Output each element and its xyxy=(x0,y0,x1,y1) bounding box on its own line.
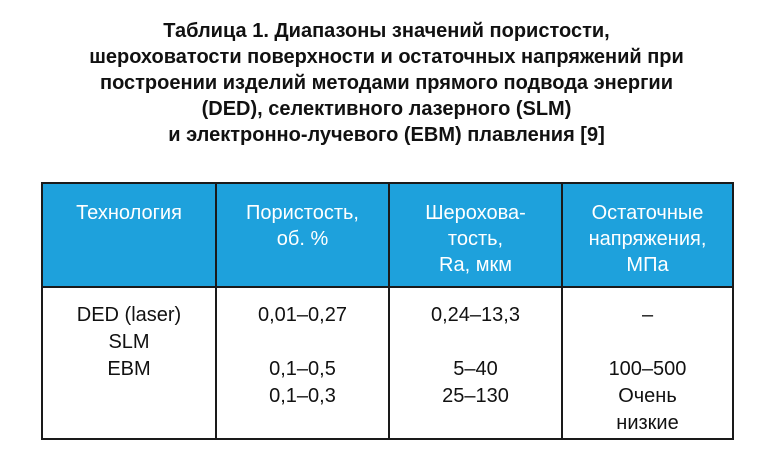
body-cell-residual-stress xyxy=(561,288,732,438)
cell-text: низкие xyxy=(616,412,679,434)
cell-text: – xyxy=(641,304,654,326)
cell-text: SLM xyxy=(108,331,150,353)
body-cell-porosity xyxy=(215,288,388,438)
header-text: Шерохова- xyxy=(425,202,526,224)
cell-text: EBM xyxy=(107,358,151,380)
cell-text: 0,24–13,3 xyxy=(431,304,520,326)
header-cell-residual-stress xyxy=(561,184,732,286)
cell-text: Очень xyxy=(618,385,677,407)
header-cell-technology xyxy=(43,184,215,286)
cell-text: 0,1–0,3 xyxy=(269,385,336,407)
cell-text: 25–130 xyxy=(442,385,509,407)
header-text: Пористость, xyxy=(246,202,359,224)
cell-spacer xyxy=(563,329,732,356)
body-cell-technology xyxy=(43,288,215,438)
header-text: напряжения, xyxy=(588,228,707,250)
cell-text: DED (laser) xyxy=(76,304,182,326)
cell-text: 100–500 xyxy=(608,358,687,380)
table-header-row xyxy=(43,184,732,288)
caption-line: построении изделий методами прямого подвода энергии xyxy=(99,72,673,94)
header-cell-roughness xyxy=(388,184,561,286)
header-text: об. % xyxy=(276,228,329,250)
cell-text: 5–40 xyxy=(453,358,498,380)
header-text: Технология xyxy=(76,202,182,224)
header-text: Ra, мкм xyxy=(439,254,512,276)
header-text: Остаточные xyxy=(591,202,704,224)
caption-line: шероховатости поверхности и остаточных напряжений при xyxy=(89,46,684,68)
caption-line: (DED), селективного лазерного (SLM) xyxy=(201,98,572,120)
data-table xyxy=(41,182,734,440)
body-cell-roughness xyxy=(388,288,561,438)
header-text: МПа xyxy=(626,254,669,276)
cell-text: 0,1–0,5 xyxy=(269,358,336,380)
table-body-row xyxy=(43,288,732,438)
caption-line: Таблица 1. Диапазоны значений пористости, xyxy=(163,20,610,42)
cell-text: 0,01–0,27 xyxy=(258,304,347,326)
caption-line: и электронно-лучевого (EBM) плавления [9] xyxy=(168,124,605,146)
header-text: тость, xyxy=(447,228,504,250)
header-cell-porosity xyxy=(215,184,388,286)
cell-spacer xyxy=(217,329,388,356)
cell-spacer xyxy=(390,329,561,356)
table-caption xyxy=(0,18,773,148)
